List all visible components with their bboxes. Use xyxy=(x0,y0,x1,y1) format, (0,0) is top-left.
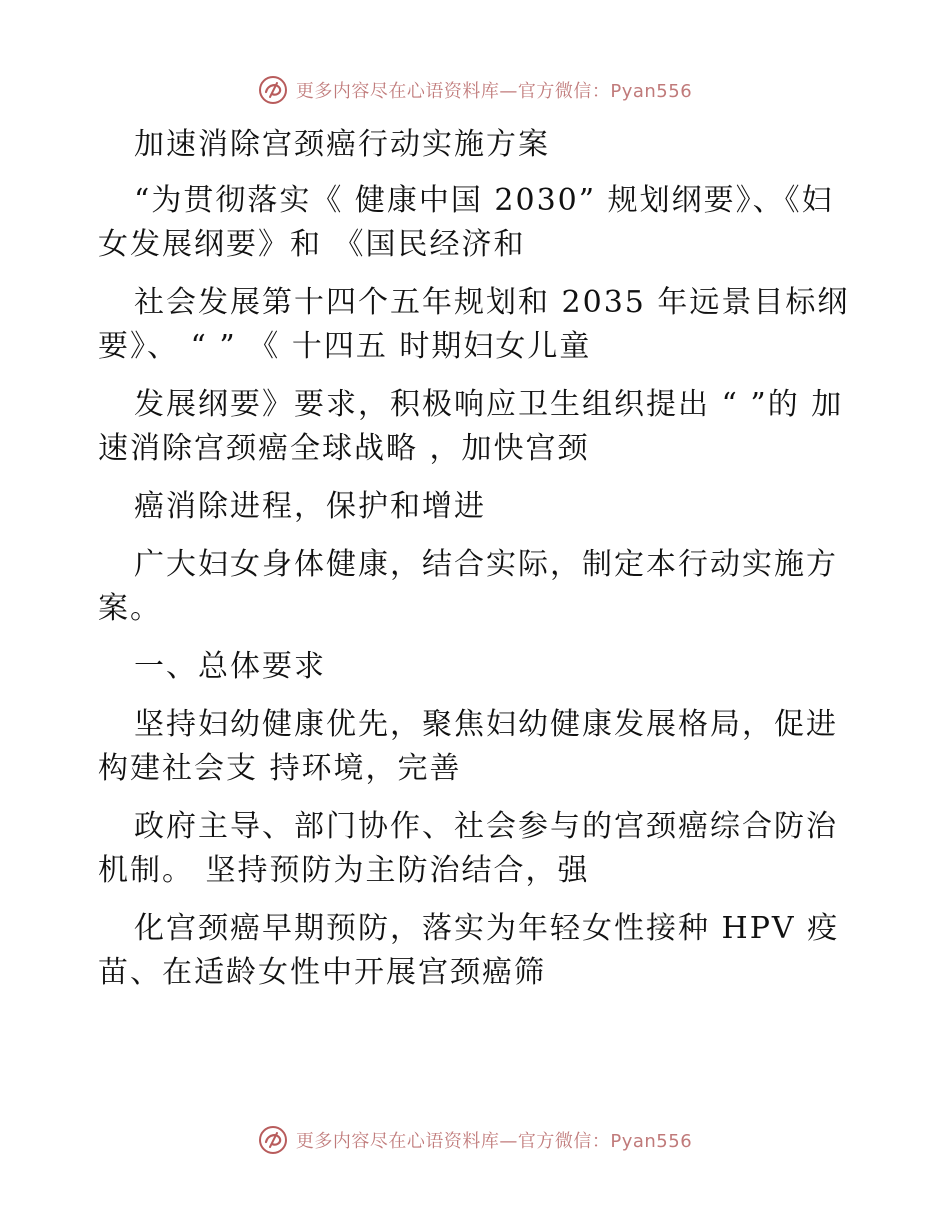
paragraph: 癌消除进程，保护和增进 xyxy=(134,489,486,524)
watermark-text: 更多内容尽在心语资料库—官方微信：Pyan556 xyxy=(295,1131,693,1152)
paragraph: 政府主导、部门协作、社会参与的宫颈癌综合防治机制。 坚持预防为主防治结合，强 xyxy=(98,809,838,888)
document-title: 加速消除宫颈癌行动实施方案 xyxy=(134,127,550,162)
paragraph: 化宫颈癌早期预防，落实为年轻女性接种 HPV 疫苗、在适龄女性中开展宫颈癌筛 xyxy=(98,911,840,990)
watermark-footer xyxy=(0,1122,950,1158)
swirl-seal-icon xyxy=(258,75,288,105)
paragraph: 社会发展第十四个五年规划和 2035 年远景目标纲要》、 “ ” 《 十四五 时期妇女儿童 xyxy=(98,285,850,364)
document-body xyxy=(98,123,858,1009)
section-heading: 一、总体要求 xyxy=(134,649,326,684)
paragraph: “为贯彻落实《 健康中国 2030” 规划纲要》、《妇女发展纲要》和 《国民经济和 xyxy=(98,183,834,262)
paragraph: 发展纲要》要求，积极响应卫生组织提出 “ ”的 加速消除宫颈癌全球战略 ，加快宫颈 xyxy=(98,387,844,466)
paragraph: 广大妇女身体健康，结合实际，制定本行动实施方案。 xyxy=(98,547,838,626)
watermark-text: 更多内容尽在心语资料库—官方微信：Pyan556 xyxy=(295,81,693,102)
swirl-seal-icon xyxy=(258,1125,288,1155)
watermark-header xyxy=(0,72,950,108)
paragraph: 坚持妇幼健康优先，聚焦妇幼健康发展格局，促进构建社会支 持环境，完善 xyxy=(98,707,838,786)
